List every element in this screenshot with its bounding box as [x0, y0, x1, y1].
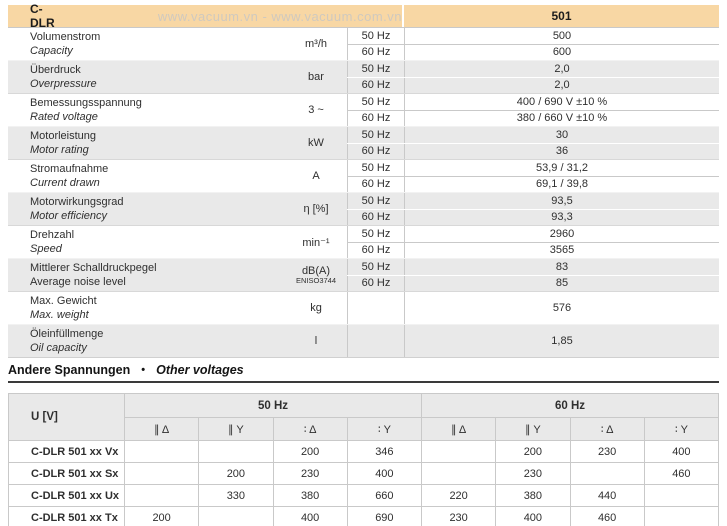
value-cell: 1,85	[404, 325, 719, 357]
label-en: Capacity	[30, 45, 73, 57]
freq-cell: 50 Hz	[347, 127, 404, 143]
voltage-cell	[125, 463, 199, 485]
voltage-cell: 660	[347, 485, 421, 507]
row-label	[8, 160, 285, 192]
section-title	[8, 363, 244, 377]
winding-symbol-header: ∥ Y	[199, 418, 273, 441]
voltage-cell: 380	[496, 485, 570, 507]
voltage-cell	[644, 485, 718, 507]
freq-cell: 60 Hz	[347, 243, 404, 259]
value-cell: 2960	[404, 226, 719, 242]
row-label	[8, 292, 285, 324]
label-en: Motor efficiency	[30, 210, 108, 222]
unit-cell	[285, 325, 347, 357]
label-en: Average noise level	[30, 276, 126, 288]
unit-cell	[285, 160, 347, 192]
voltage-cell: 230	[496, 463, 570, 485]
unit-cell	[285, 61, 347, 93]
voltage-cell: 200	[125, 507, 199, 526]
unit-text: m³/h	[305, 38, 327, 50]
label-en: Oil capacity	[30, 342, 87, 354]
voltage-cell	[570, 463, 644, 485]
table-row	[9, 441, 719, 463]
voltage-cell: 400	[496, 507, 570, 526]
unit-cell	[285, 226, 347, 258]
voltage-cell	[199, 441, 273, 463]
freq-cell: 60 Hz	[347, 78, 404, 94]
series-value: 501	[551, 9, 572, 23]
label-de: Bemessungsspannung	[30, 97, 142, 109]
winding-symbol-header: ∶ Y	[644, 418, 718, 441]
freq-group-50hz: 50 Hz	[125, 394, 422, 418]
spec-table	[8, 2, 719, 358]
spec-row-overpressure	[8, 60, 719, 93]
label-de: Überdruck	[30, 64, 81, 76]
value-cell: 2,0	[404, 61, 719, 77]
unit-cell	[285, 127, 347, 159]
voltage-cell: 460	[570, 507, 644, 526]
winding-symbol-header: ∥ Δ	[125, 418, 199, 441]
spec-row-oil-capacity	[8, 324, 719, 358]
freq-cell: 50 Hz	[347, 259, 404, 275]
winding-symbol-header: ∥ Δ	[422, 418, 496, 441]
voltage-cell: 440	[570, 485, 644, 507]
unit-cell	[285, 28, 347, 60]
row-label	[8, 325, 285, 357]
spec-row-capacity	[8, 28, 719, 60]
spec-row-current-drawn	[8, 159, 719, 192]
unit-text: kW	[308, 137, 324, 149]
freq-cell-empty	[347, 292, 404, 324]
value-cell: 576	[404, 292, 719, 324]
model-variant-label: C-DLR 501 xx Tx	[9, 507, 125, 526]
table-row	[9, 463, 719, 485]
unit-cell	[285, 94, 347, 126]
voltage-cell	[422, 463, 496, 485]
spec-header-left	[8, 2, 402, 30]
label-de: Öleinfüllmenge	[30, 328, 104, 340]
spec-row-speed	[8, 225, 719, 258]
watermark-text: www.vacuum.vn - www.vacuum.com.vn	[157, 8, 402, 24]
spec-row-motor-efficiency	[8, 192, 719, 225]
model-variant-label: C-DLR 501 xx Vx	[9, 441, 125, 463]
unit-text: bar	[308, 71, 324, 83]
value-cell: 2,0	[404, 78, 719, 94]
voltage-column-header: U [V]	[9, 394, 125, 441]
freq-cell: 50 Hz	[347, 160, 404, 176]
value-cell: 600	[404, 45, 719, 61]
table-row	[9, 485, 719, 507]
unit-text: dB(A)	[301, 265, 331, 277]
freq-cell: 60 Hz	[347, 276, 404, 292]
voltage-cell: 230	[570, 441, 644, 463]
unit-text: A	[312, 170, 320, 182]
voltage-cell: 230	[273, 463, 347, 485]
spec-row-noise-level	[8, 258, 719, 291]
table-row	[9, 507, 719, 526]
freq-cell: 60 Hz	[347, 45, 404, 61]
freq-cell: 50 Hz	[347, 94, 404, 110]
label-de: Mittlerer Schalldruckpegel	[30, 262, 157, 274]
row-label	[8, 28, 285, 60]
row-label	[8, 94, 285, 126]
model-variant-label: C-DLR 501 xx Sx	[9, 463, 125, 485]
spec-row-max-weight	[8, 291, 719, 324]
unit-cell	[285, 193, 347, 225]
section-title-de: Andere Spannungen	[8, 363, 131, 377]
voltage-cell: 330	[199, 485, 273, 507]
value-cell: 36	[404, 144, 719, 160]
voltage-cell: 200	[199, 463, 273, 485]
freq-cell: 50 Hz	[347, 193, 404, 209]
row-label	[8, 193, 285, 225]
value-cell: 69,1 / 39,8	[404, 177, 719, 193]
row-label	[8, 259, 285, 291]
label-en: Overpressure	[30, 78, 97, 90]
label-en: Speed	[30, 243, 62, 255]
voltage-cell	[125, 485, 199, 507]
voltage-cell: 400	[644, 441, 718, 463]
voltage-cell	[199, 507, 273, 526]
label-en: Current drawn	[30, 177, 100, 189]
value-cell: 400 / 690 V ±10 %	[404, 94, 719, 110]
voltage-cell: 380	[273, 485, 347, 507]
label-de: Motorwirkungsgrad	[30, 196, 124, 208]
freq-cell: 60 Hz	[347, 144, 404, 160]
unit-cell	[285, 259, 347, 291]
value-cell: 380 / 660 V ±10 %	[404, 111, 719, 127]
spec-header-right	[404, 5, 719, 27]
unit-text: 3 ~	[308, 104, 324, 116]
winding-symbol-header: ∶ Y	[347, 418, 421, 441]
spec-row-motor-rating	[8, 126, 719, 159]
voltage-cell: 460	[644, 463, 718, 485]
freq-group-60hz: 60 Hz	[422, 394, 719, 418]
model-variant-label: C-DLR 501 xx Ux	[9, 485, 125, 507]
unit-cell	[285, 292, 347, 324]
section-title-en: Other voltages	[156, 363, 244, 377]
bullet-separator: •	[141, 364, 146, 376]
label-de: Motorleistung	[30, 130, 97, 142]
voltage-cell: 400	[347, 463, 421, 485]
model-name: C-DLR	[30, 2, 55, 30]
winding-symbol-header: ∶ Δ	[570, 418, 644, 441]
spec-table-header	[8, 2, 719, 30]
freq-cell: 60 Hz	[347, 210, 404, 226]
unit-text: l	[314, 335, 318, 347]
value-cell: 53,9 / 31,2	[404, 160, 719, 176]
freq-cell: 60 Hz	[347, 111, 404, 127]
voltage-cell: 346	[347, 441, 421, 463]
voltage-cell	[422, 441, 496, 463]
row-label	[8, 226, 285, 258]
label-de: Drehzahl	[30, 229, 75, 241]
value-cell: 93,5	[404, 193, 719, 209]
section-divider-line	[8, 381, 719, 383]
label-de: Volumenstrom	[30, 31, 101, 43]
spec-row-rated-voltage	[8, 93, 719, 126]
label-de: Stromaufnahme	[30, 163, 109, 175]
voltage-cell: 690	[347, 507, 421, 526]
unit-text: kg	[310, 302, 322, 314]
voltage-cell: 200	[496, 441, 570, 463]
label-de: Max. Gewicht	[30, 295, 97, 307]
voltage-cell: 230	[422, 507, 496, 526]
freq-cell: 50 Hz	[347, 28, 404, 44]
freq-cell-empty	[347, 325, 404, 357]
value-cell: 500	[404, 28, 719, 44]
row-label	[8, 127, 285, 159]
voltage-cell: 220	[422, 485, 496, 507]
label-en: Rated voltage	[30, 111, 98, 123]
freq-cell: 50 Hz	[347, 61, 404, 77]
value-cell: 3565	[404, 243, 719, 259]
winding-symbol-header: ∶ Δ	[273, 418, 347, 441]
unit-standard-note: ENISO3744	[295, 276, 337, 285]
unit-text: η [%]	[303, 203, 329, 215]
voltage-cell: 400	[273, 507, 347, 526]
value-cell: 30	[404, 127, 719, 143]
winding-symbol-header: ∥ Y	[496, 418, 570, 441]
voltage-cell	[644, 507, 718, 526]
label-en: Motor rating	[30, 144, 89, 156]
label-en: Max. weight	[30, 309, 89, 321]
unit-text: min⁻¹	[302, 236, 330, 249]
voltage-cell	[125, 441, 199, 463]
value-cell: 83	[404, 259, 719, 275]
freq-cell: 60 Hz	[347, 177, 404, 193]
freq-cell: 50 Hz	[347, 226, 404, 242]
other-voltages-table	[8, 393, 719, 526]
row-label	[8, 61, 285, 93]
value-cell: 85	[404, 276, 719, 292]
voltage-cell: 200	[273, 441, 347, 463]
value-cell: 93,3	[404, 210, 719, 226]
